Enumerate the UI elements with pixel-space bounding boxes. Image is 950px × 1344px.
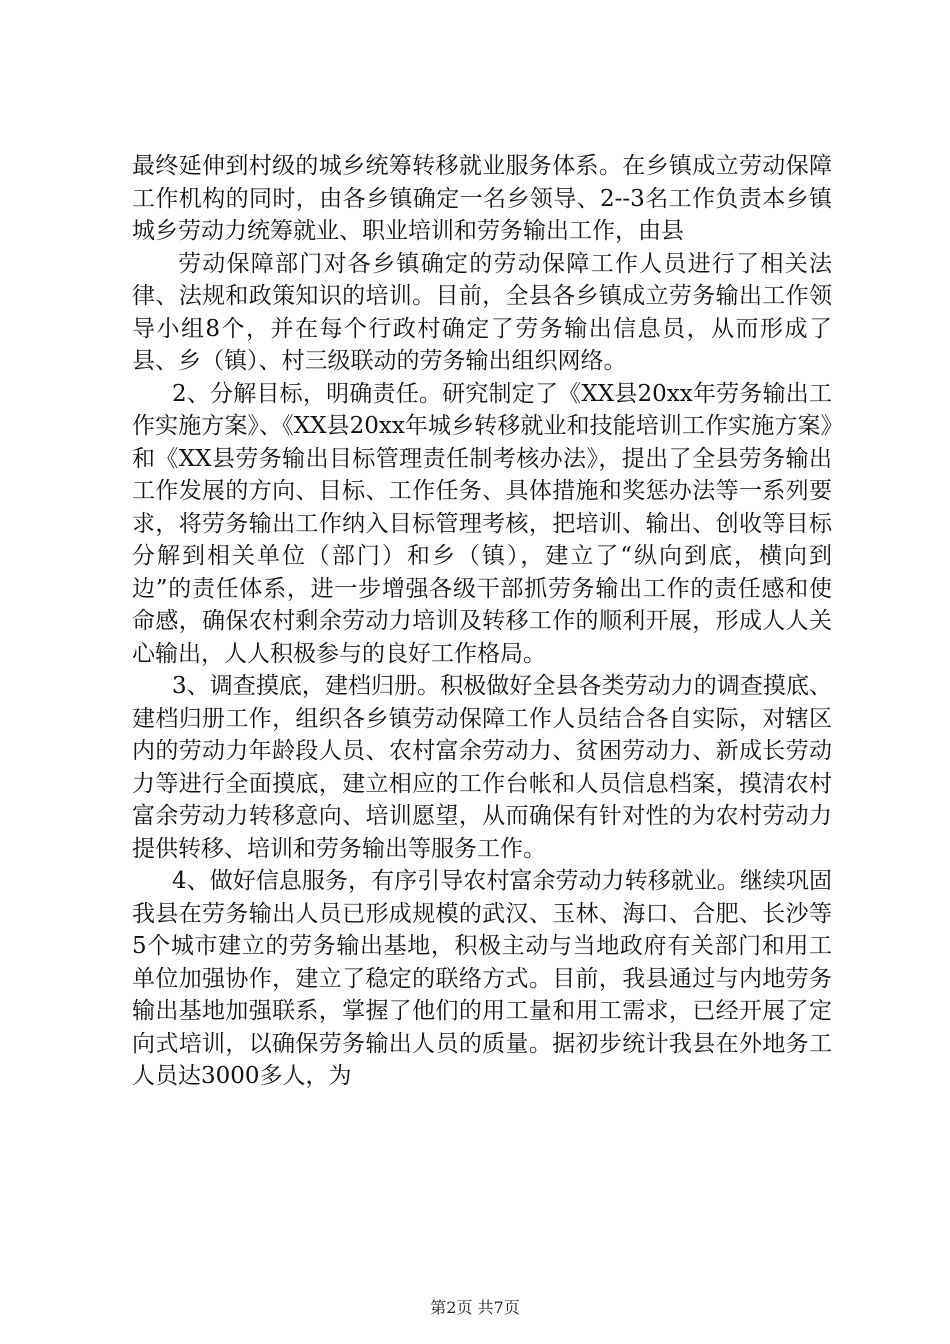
paragraph-4: 3、调查摸底，建档归册。积极做好全县各类劳动力的调查摸底、建档归册工作，组织各乡镇劳动保障工作人员结合各自实际，对辖区内的劳动力年龄段人员、农村富余劳动力、贫困劳动力、新成长劳动力等进行全面摸底，建立相应的工作台帐和人员信息档案，摸清农村富余劳动力转移意向、培训愿望，从而确保有针对性的为农村劳动力提供转移、培训和劳务输出等服务工作。 (132, 673, 832, 862)
document-body (132, 150, 832, 1093)
paragraph-5: 4、做好信息服务，有序引导农村富余劳动力转移就业。继续巩固我县在劳务输出人员已形成规模的武汉、玉林、海口、合肥、长沙等5个城市建立的劳务输出基地，积极主动与当地政府有关部门和用工单位加强协作，建立了稳定的联络方式。目前，我县通过与内地劳务输出基地加强联系，掌握了他们的用工量和用工需求，已经开展了定向式培训，以确保劳务输出人员的质量。据初步统计我县在外地务工人员达3000多人，为 (132, 868, 832, 1089)
paragraph-1: 最终延伸到村级的城乡统筹转移就业服务体系。在乡镇成立劳动保障工作机构的同时，由各乡镇确定一名乡领导、2--3名工作负责本乡镇城乡劳动力统筹就业、职业培训和劳务输出工作，由县 (132, 153, 832, 244)
paragraph-3: 2、分解目标，明确责任。研究制定了《XX县20xx年劳务输出工作实施方案》、《XX县20xx年城乡转移就业和技能培训工作实施方案》和《XX县劳务输出目标管理责任制考核办法》，提出了全县劳务输出工作发展的方向、目标、工作任务、具体措施和奖惩办法等一系列要求，将劳务输出工作纳入目标管理考核，把培训、输出、创收等目标分解到相关单位（部门）和乡（镇），建立了“纵向到底，横向到边”的责任体系，进一步增强各级干部抓劳务输出工作的责任感和使命感，确保农村剩余劳动力培训及转移工作的顺利开展，形成人人关心输出，人人积极参与的良好工作格局。 (132, 380, 832, 667)
page-footer: 第2页 共7页 (430, 1298, 520, 1317)
paragraph-2: 劳动保障部门对各乡镇确定的劳动保障工作人员进行了相关法律、法规和政策知识的培训。目前，全县各乡镇成立劳务输出工作领导小组8个，并在每个行政村确定了劳务输出信息员，从而形成了县、乡（镇）、村三级联动的劳务输出组织网络。 (132, 250, 832, 374)
